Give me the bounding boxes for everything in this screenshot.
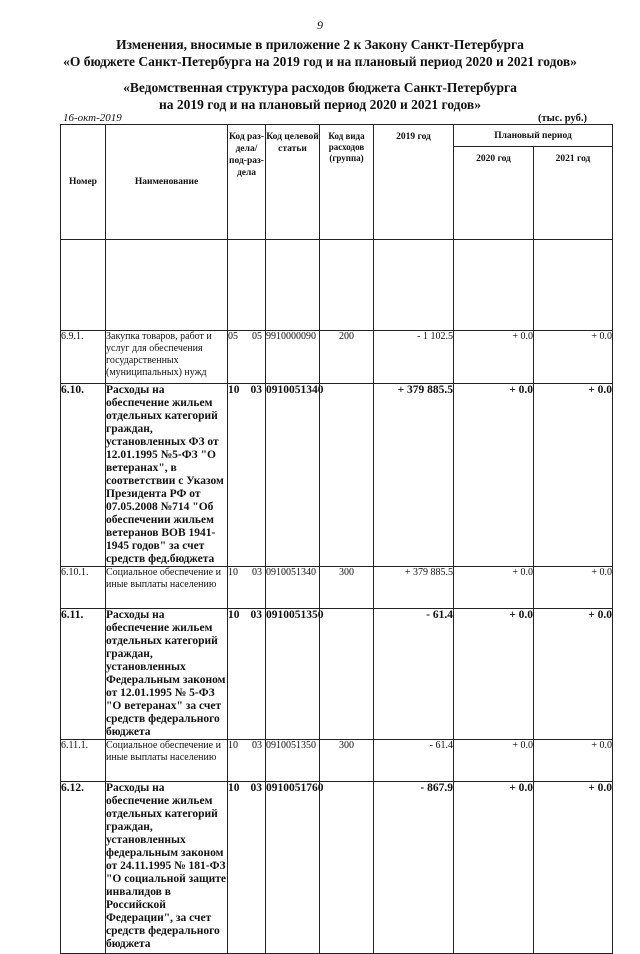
subsection-code: 03 xyxy=(252,740,262,751)
row-amount-2021: + 0.0 xyxy=(534,567,613,609)
header-year-2019: 2019 год xyxy=(374,125,454,240)
row-amount-2019: + 379 885.5 xyxy=(374,384,454,567)
row-name: Расходы на обеспечение жильем отдельных категорий граждан, установленных ФЗ от 12.01.1995 №5-ФЗ "О ветеранах", в соответствии с Указом Президента РФ от 07.05.2008 №714 "Об обеспечении жильем ветеранов ВОВ 1941-1945 годов" за счет средств фед.бюджета xyxy=(106,384,228,567)
header-year-2020: 2020 год xyxy=(454,147,534,240)
row-amount-2021: + 0.0 xyxy=(534,740,613,782)
title-line: Изменения, вносимые в приложение 2 к Закону Санкт-Петербурга xyxy=(116,37,524,52)
row-name: Социальное обеспечение и иные выплаты населению xyxy=(106,567,228,609)
subsection-code: 05 xyxy=(252,331,262,342)
row-amount-2020: + 0.0 xyxy=(454,567,534,609)
table-row xyxy=(61,782,613,954)
row-amount-2019: - 1 102.5 xyxy=(374,331,454,384)
row-target-code: 0910051350 xyxy=(266,740,320,782)
header-name: Наименование xyxy=(106,125,228,240)
document-subtitle xyxy=(0,79,640,113)
row-section-code xyxy=(228,740,266,782)
table-row xyxy=(61,609,613,740)
row-amount-2020: + 0.0 xyxy=(454,782,534,954)
row-number: 6.9.1. xyxy=(61,331,106,384)
row-section-code xyxy=(228,567,266,609)
row-name: Расходы на обеспечение жильем отдельных категорий граждан, установленных федеральным законом от 24.11.1995 № 181-ФЗ "О социальной защите инвалидов в Российской Федерации", за счет средств федерального бюджета xyxy=(106,782,228,954)
row-number: 6.11.1. xyxy=(61,740,106,782)
subtitle-line: на 2019 год и на плановый период 2020 и 2021 годов» xyxy=(159,97,481,112)
row-amount-2021: + 0.0 xyxy=(534,782,613,954)
row-expense-type xyxy=(320,782,374,954)
row-number: 6.11. xyxy=(61,609,106,740)
units-label: (тыс. руб.) xyxy=(538,113,587,124)
budget-table xyxy=(60,124,613,954)
page-number: 9 xyxy=(317,18,323,32)
row-amount-2020: + 0.0 xyxy=(454,609,534,740)
row-amount-2021: + 0.0 xyxy=(534,331,613,384)
spacer-row xyxy=(61,240,613,331)
header-plan-period: Плановый период xyxy=(454,125,613,147)
section-code: 10 xyxy=(228,782,240,794)
row-target-code: 9910000090 xyxy=(266,331,320,384)
row-section-code xyxy=(228,331,266,384)
subsection-code: 03 xyxy=(252,567,262,578)
table-header-row xyxy=(61,125,613,147)
row-amount-2020: + 0.0 xyxy=(454,331,534,384)
row-target-code: 0910051760 xyxy=(266,782,320,954)
section-code: 10 xyxy=(228,567,238,578)
table-row xyxy=(61,384,613,567)
row-expense-type: 300 xyxy=(320,567,374,609)
header-year-2021: 2021 год xyxy=(534,147,613,240)
subsection-code: 03 xyxy=(250,384,262,396)
row-section-code xyxy=(228,609,266,740)
row-name: Расходы на обеспечение жильем отдельных категорий граждан, установленных Федеральным законом от 12.01.1995 № 5-ФЗ "О ветеранах" за счет средств федерального бюджета xyxy=(106,609,228,740)
header-target: Код целевой статьи xyxy=(266,125,320,240)
table-row xyxy=(61,567,613,609)
row-number: 6.10.1. xyxy=(61,567,106,609)
row-name: Социальное обеспечение и иные выплаты населению xyxy=(106,740,228,782)
row-number: 6.10. xyxy=(61,384,106,567)
section-code: 10 xyxy=(228,740,238,751)
row-amount-2019: - 61.4 xyxy=(374,740,454,782)
row-amount-2021: + 0.0 xyxy=(534,384,613,567)
row-amount-2021: + 0.0 xyxy=(534,609,613,740)
row-target-code: 0910051340 xyxy=(266,384,320,567)
row-amount-2019: - 61.4 xyxy=(374,609,454,740)
row-expense-type: 300 xyxy=(320,740,374,782)
row-name: Закупка товаров, работ и услуг для обеспечения государственных (муниципальных) нужд xyxy=(106,331,228,384)
row-expense-type: 200 xyxy=(320,331,374,384)
row-number: 6.12. xyxy=(61,782,106,954)
header-number: Номер xyxy=(61,125,106,240)
row-section-code xyxy=(228,782,266,954)
row-expense-type xyxy=(320,384,374,567)
row-target-code: 0910051350 xyxy=(266,609,320,740)
header-section: Код раз-дела/ под-раз-дела xyxy=(228,125,266,240)
row-expense-type xyxy=(320,609,374,740)
section-code: 10 xyxy=(228,609,240,621)
row-amount-2020: + 0.0 xyxy=(454,740,534,782)
table-row xyxy=(61,740,613,782)
document-title xyxy=(0,36,640,70)
header-expense-type: Код вида расходов (группа) xyxy=(320,125,374,240)
row-amount-2020: + 0.0 xyxy=(454,384,534,567)
section-code: 05 xyxy=(228,331,238,342)
document-date: 16-окт-2019 xyxy=(63,112,122,124)
row-section-code xyxy=(228,384,266,567)
row-amount-2019: - 867.9 xyxy=(374,782,454,954)
subsection-code: 03 xyxy=(250,782,262,794)
table-row xyxy=(61,331,613,384)
section-code: 10 xyxy=(228,384,240,396)
row-amount-2019: + 379 885.5 xyxy=(374,567,454,609)
title-line: «О бюджете Санкт-Петербурга на 2019 год и на плановый период 2020 и 2021 годов» xyxy=(63,54,577,69)
row-target-code: 0910051340 xyxy=(266,567,320,609)
subsection-code: 03 xyxy=(250,609,262,621)
subtitle-line: «Ведомственная структура расходов бюджета Санкт-Петербурга xyxy=(123,80,517,95)
